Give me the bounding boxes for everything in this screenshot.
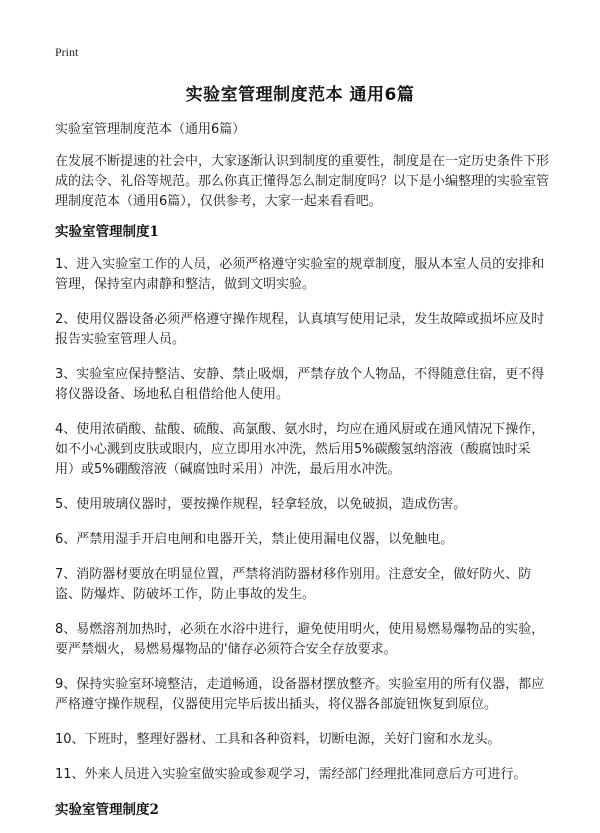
rule-item: 5、使用玻璃仪器时，要按操作规程，轻拿轻放，以免破损，造成伤害。 [55, 497, 467, 512]
document-subtitle: 实验室管理制度范本（通用6篇） [55, 122, 246, 137]
section-heading: 实验室管理制度1 [55, 224, 159, 240]
rule-item: 1、进入实验室工作的人员，必须严格遵守实验室的规章制度，服从本室人员的安排和管理，保持室内肃静和整洁，做到文明实验。 [55, 257, 545, 292]
page-title: 实验室管理制度范本 通用6篇 [185, 85, 415, 105]
rule-item: 11、外来人员进入实验室做实验或参观学习，需经部门经理批准同意后方可进行。 [55, 767, 527, 782]
print-link[interactable]: Print [55, 45, 79, 59]
section-heading: 实验室管理制度2 [55, 802, 159, 818]
rule-item: 7、消防器材要放在明显位置，严禁将消防器材移作别用。注意安全，做好防火、防盗、防爆炸、防破坏工作，防止事故的发生。 [55, 567, 532, 602]
rule-item: 10、下班时，整理好器材、工具和各种资料，切断电源，关好门窗和水龙头。 [55, 732, 501, 747]
rule-item: 2、使用仪器设备必须严格遵守操作规程，认真填写使用记录，发生故障或损坏应及时报告实验室管理人员。 [55, 312, 545, 347]
rule-item: 6、严禁用湿手开启电闸和电器开关，禁止使用漏电仪器，以免触电。 [55, 532, 454, 547]
rule-item: 8、易燃溶剂加热时，必须在水浴中进行，避免使用明火，使用易燃易爆物品的实验，要严禁烟火，易燃易爆物品的'储存必须符合安全存放要求。 [55, 622, 545, 657]
document-body [55, 120, 549, 833]
intro-paragraph: 在发展不断提速的社会中，大家逐渐认识到制度的重要性，制度是在一定历史条件下形成的法令、礼俗等规范。那么你真正懂得怎么制定制度吗？以下是小编整理的实验室管理制度范本（通用6篇），仅供参考，大家一起来看看吧。 [55, 154, 550, 209]
rule-item: 4、使用浓硝酸、盐酸、硫酸、高氯酸、氨水时，均应在通风厨或在通风情况下操作，如不小心溅到皮肤或眼内，应立即用水冲洗，然后用5%碳酸氢纳溶液（酸腐蚀时采用）或5%硼酸溶液（碱腐蚀时采用）冲洗，最后用水冲洗。 [55, 422, 545, 477]
rule-item: 3、实验室应保持整洁、安静、禁止吸烟，严禁存放个人物品，不得随意住宿，更不得将仪器设备、场地私自租借给他人使用。 [55, 367, 545, 402]
rule-list [55, 255, 549, 785]
rule-item: 9、保持实验室环境整洁，走道畅通，设备器材摆放整齐。实验室用的所有仪器，都应严格遵守操作规程，仪器使用完毕后拔出插头，将仪器各部旋钮恢复到原位。 [55, 677, 545, 712]
